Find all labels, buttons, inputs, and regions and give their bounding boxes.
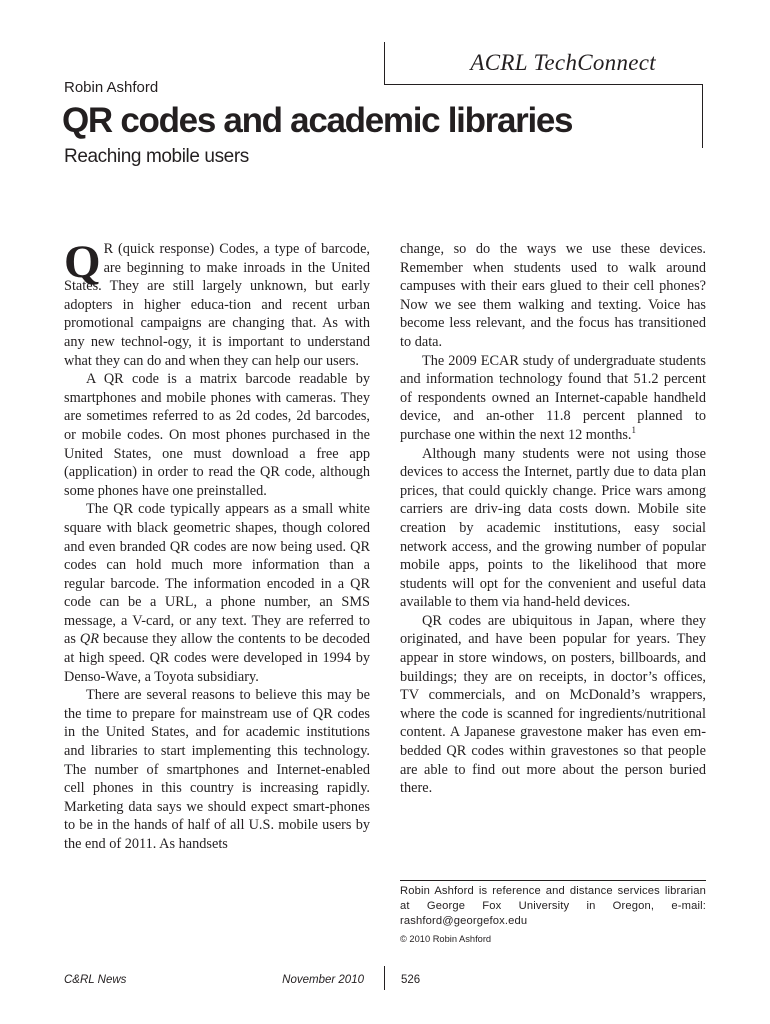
body-column-right	[400, 240, 706, 798]
footnote-marker: 1	[631, 425, 636, 436]
author-bio: Robin Ashford is reference and distance services librarian at George Fox University in Oregon, e-mail: rashford@georgefox.edu	[400, 885, 706, 927]
bio-divider	[400, 880, 706, 881]
body-column-left	[64, 236, 370, 854]
copyright-notice: © 2010 Robin Ashford	[400, 934, 492, 944]
body-paragraph	[64, 236, 370, 370]
footer-divider	[384, 966, 385, 990]
header-divider-right	[702, 84, 703, 148]
footer-page-number: 526	[401, 974, 421, 986]
body-paragraph: Although many students were not using those devices to access the Internet, partly due to data plan prices, that could quickly change. Price wars among carriers are driv-ing data costs down. Mobile site creation by academic institutions, easy social network access, and the growing number of popular mobile apps, points to the likelihood that more students will opt for the convenient and useful data available to them via hand-held devices.	[400, 445, 706, 611]
body-paragraph: QR codes are ubiquitous in Japan, where they originated, and have been popular for years. They appear in store windows, on posters, billboards, and buildings; they are on receipts, in doctor’s offices, TV commercials, and on McDonald’s wrappers, where the code is scanned for ingredients/nutritional content. A Japanese gravestone maker has even em-bedded QR codes within gravestones so that people are able to find out more about the person buried there.	[400, 612, 706, 797]
article-title: QR codes and academic libraries	[62, 101, 573, 140]
drop-cap: Q	[64, 236, 101, 288]
header-divider-horizontal	[384, 84, 702, 85]
emphasis-text: QR	[79, 631, 99, 648]
paragraph-text: R (quick response) Codes, a type of barcode, are beginning to make inroads in the United States. They are still largely unknown, but early adopters in higher educa-tion and recent urban promotional campaigns are changing that. As with any new technol-ogy, it is important to understand what they can do and when they can help our users.	[64, 241, 370, 369]
footer-journal-name: C&RL News	[64, 974, 127, 986]
body-paragraph: A QR code is a matrix barcode readable by smartphones and mobile phones with cameras. They are sometimes referred to as 2d codes, 2d barcodes, or mobile codes. On most phones purchased in the United States, one must download a free app (application) in order to read the QR code, although some phones have one preinstalled.	[64, 371, 370, 499]
paragraph-text: The 2009 ECAR study of undergraduate students and information technology found that 51.2 percent of respondents owned an Internet-capable handheld device, and an-other 11.8 percent planned to purchase one within the next 12 months.	[400, 352, 706, 443]
paragraph-text: The QR code typically appears as a small white square with black geometric shapes, though colored and even branded QR codes are now being used. QR codes can hold much more information than a regular barcode. The information encoded in a QR code can be a URL, a phone number, an SMS message, a V-card, or any text. They are referred to as	[64, 501, 370, 648]
paragraph-text: because they allow the contents to be decoded at high speed. QR codes were developed in 1994 by Denso-Wave, a Toyota subsidiary.	[64, 631, 370, 685]
body-paragraph: change, so do the ways we use these devices. Remember when students used to walk around campuses with their ears glued to their cell phones? Now we see them walking and texting. Voice has become less relevant, and the focus has transitioned to data.	[400, 241, 706, 350]
body-paragraph	[400, 352, 706, 445]
article-author: Robin Ashford	[64, 79, 159, 96]
article-subtitle: Reaching mobile users	[64, 146, 249, 167]
footer-issue-date: November 2010	[282, 974, 364, 986]
body-paragraph	[64, 500, 370, 686]
column-name: ACRL TechConnect	[470, 50, 656, 75]
body-paragraph: There are several reasons to believe this may be the time to prepare for mainstream use of QR codes in the United States, and for academic institutions and libraries to start implementing this technology. The number of smartphones and Internet-enabled cell phones in this country is increasing rapidly. Marketing data says we should expect smart-phones to be in the hands of half of all U.S. mobile users by the end of 2011. As handsets	[64, 687, 370, 852]
